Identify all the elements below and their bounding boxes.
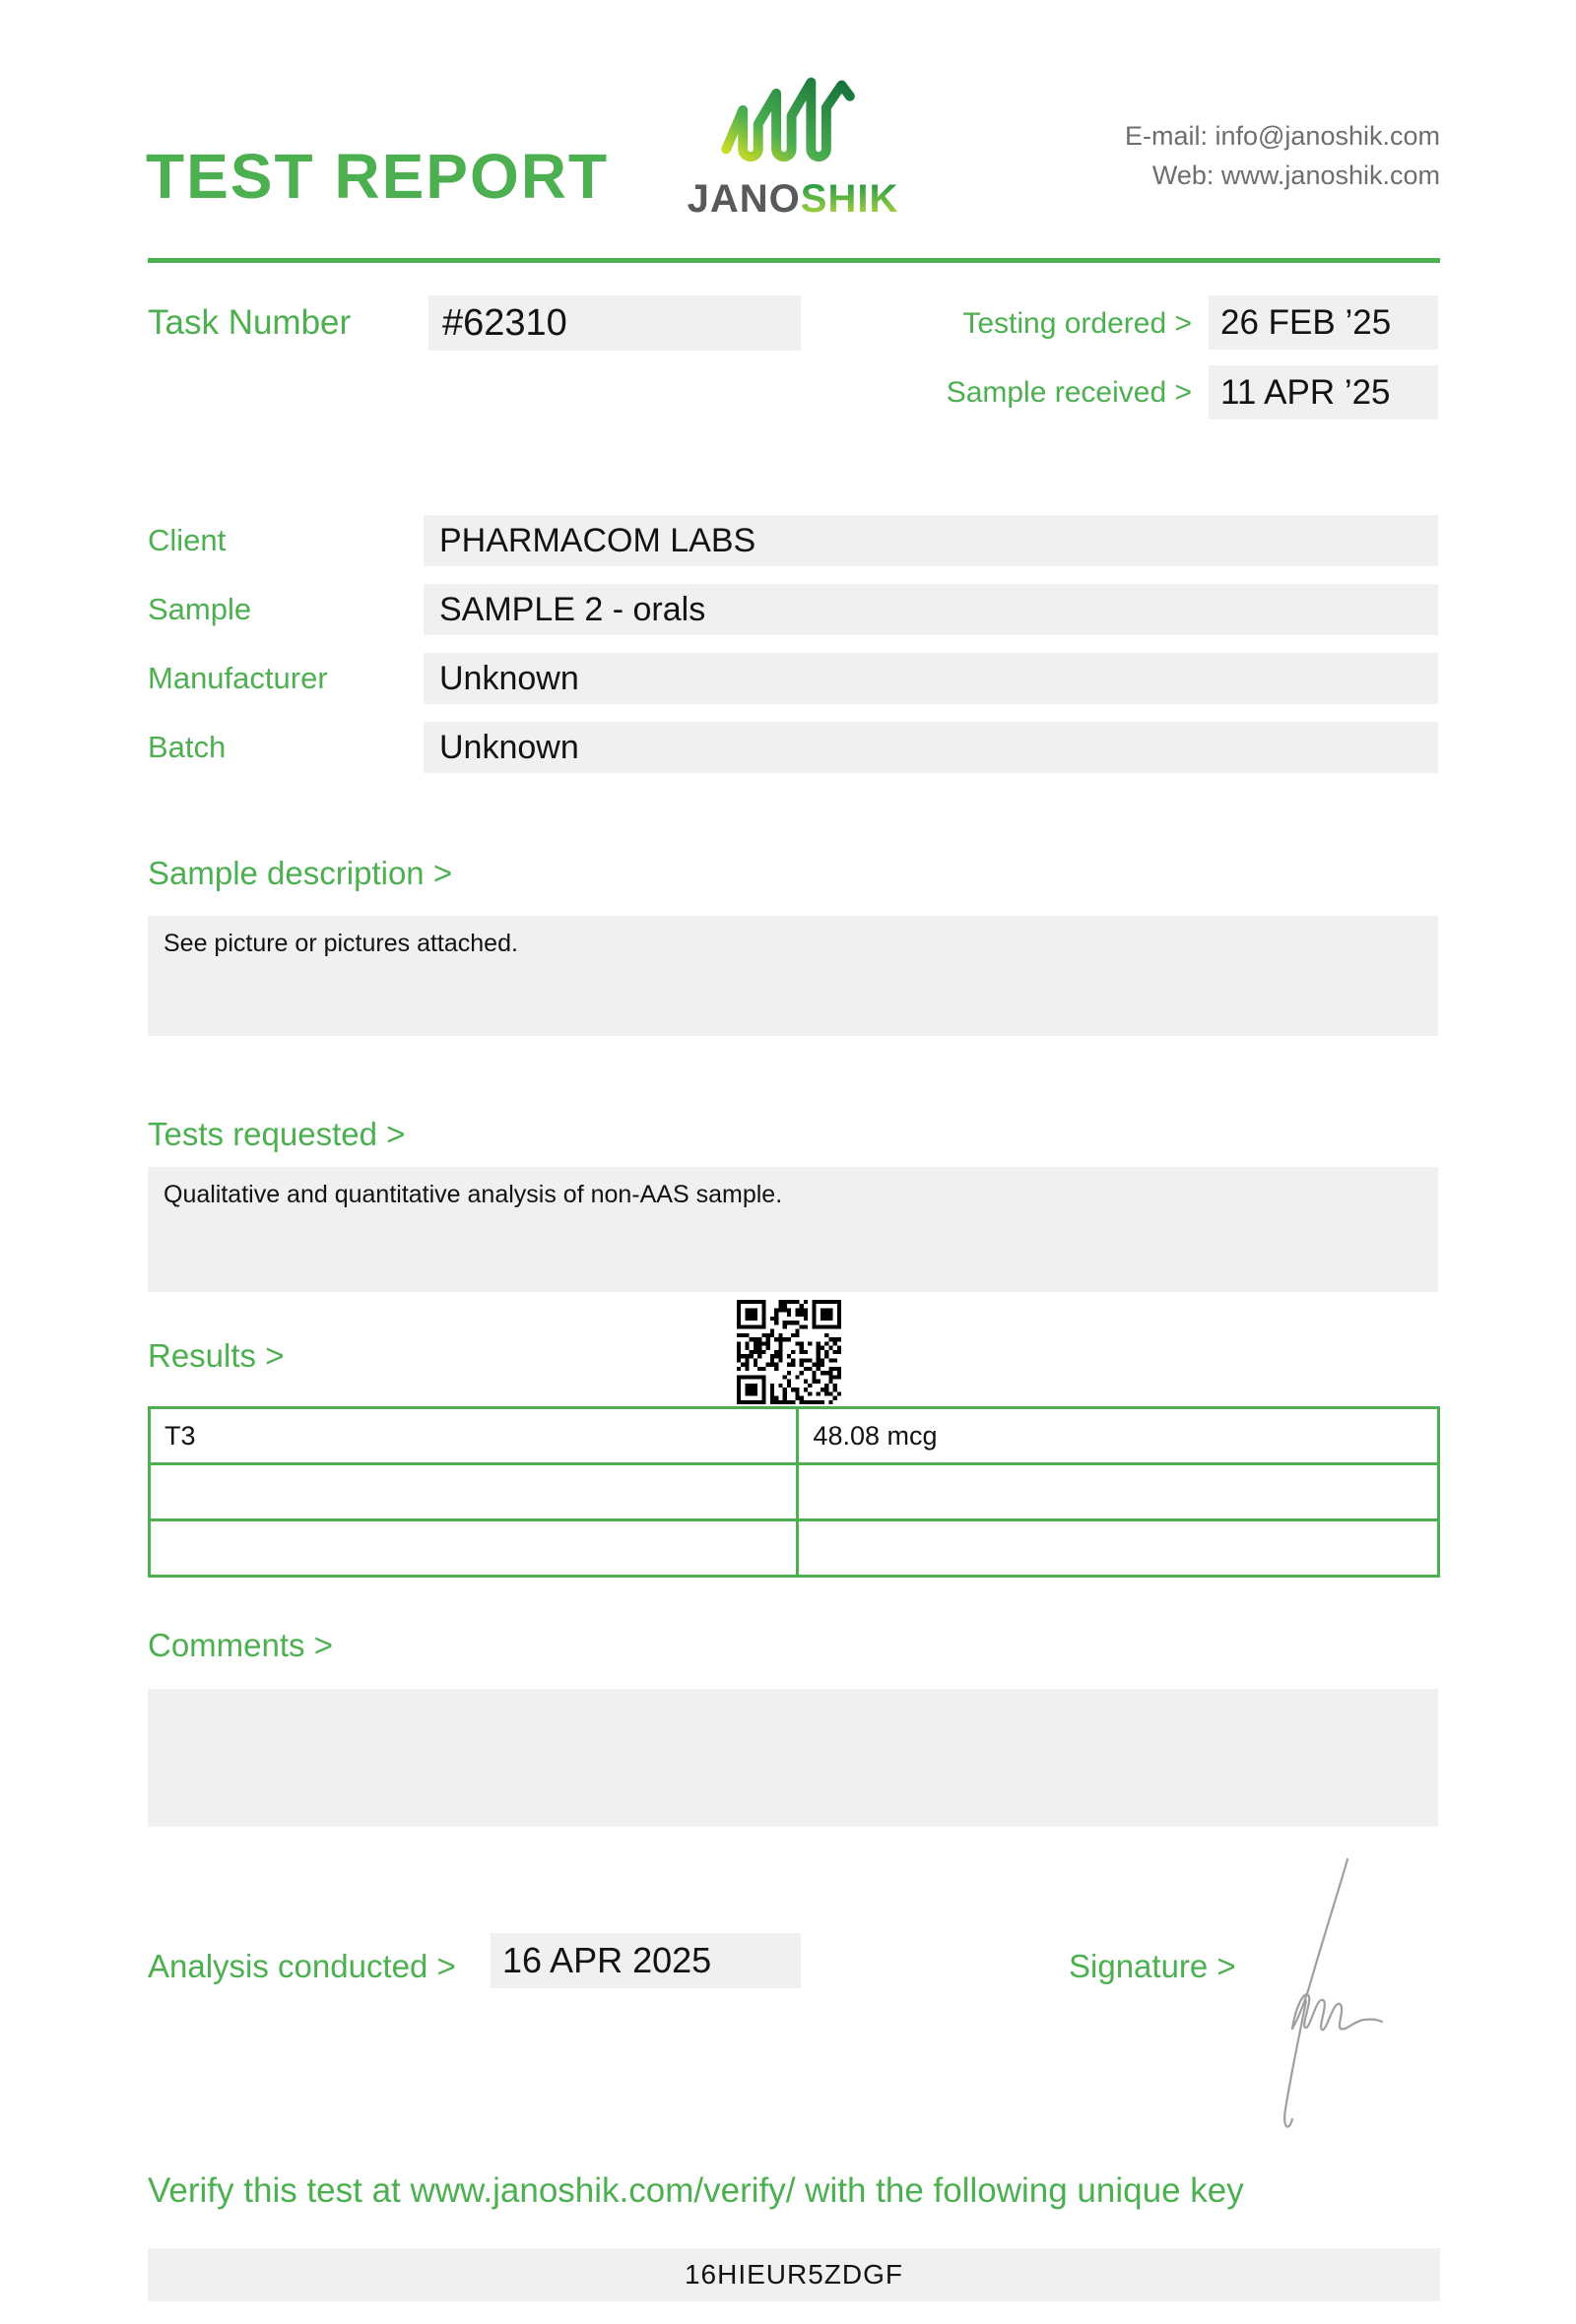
sample-description-text: See picture or pictures attached.: [164, 930, 518, 957]
results-row: [150, 1520, 1439, 1577]
contact-info: [1125, 116, 1440, 195]
batch-value: Unknown: [439, 729, 579, 766]
result-amount: 48.08 mcg: [798, 1408, 1439, 1464]
verify-key-box: [148, 2248, 1440, 2301]
page-title: TEST REPORT: [146, 141, 610, 212]
sample-received-value: 11 APR ’25: [1220, 373, 1391, 412]
results-heading: Results >: [148, 1337, 285, 1374]
result-amount: [798, 1520, 1439, 1577]
janoshik-logo: [670, 77, 916, 222]
verify-instruction: Verify this test at www.janoshik.com/verify/ with the following unique key: [148, 2171, 1244, 2210]
client-field: [424, 515, 1438, 566]
sample-label: Sample: [148, 592, 252, 626]
manufacturer-label: Manufacturer: [148, 661, 328, 695]
client-value: PHARMACOM LABS: [439, 522, 756, 559]
results-row: [150, 1408, 1439, 1464]
testing-ordered-field: [1209, 295, 1438, 350]
sample-description-heading: Sample description >: [148, 855, 453, 891]
contact-email: E-mail: info@janoshik.com: [1124, 121, 1440, 151]
sample-field: [424, 584, 1438, 635]
client-label: Client: [148, 523, 227, 557]
header-divider: [148, 258, 1440, 263]
comments-box: [148, 1689, 1438, 1827]
results-table: [148, 1406, 1440, 1578]
task-number-field: [428, 295, 801, 351]
results-row: [150, 1464, 1439, 1520]
sample-value: SAMPLE 2 - orals: [439, 591, 706, 628]
logo-wordmark: [670, 177, 916, 222]
comments-heading: Comments >: [148, 1627, 333, 1663]
trend-chart-icon: [709, 77, 877, 171]
sample-received-field: [1209, 365, 1438, 420]
signature-label: Signature >: [1069, 1948, 1236, 1984]
result-substance: [150, 1464, 798, 1520]
batch-label: Batch: [148, 730, 227, 764]
manufacturer-field: [424, 653, 1438, 704]
task-number-label: Task Number: [148, 303, 352, 342]
testing-ordered-label: Testing ordered >: [962, 307, 1192, 340]
qr-code: [737, 1300, 841, 1404]
tests-requested-text: Qualitative and quantitative analysis of non-AAS sample.: [164, 1181, 783, 1208]
analysis-conducted-value: 16 APR 2025: [502, 1940, 712, 1980]
result-amount: [798, 1464, 1439, 1520]
analysis-conducted-field: [491, 1933, 801, 1988]
sample-description-box: [148, 916, 1438, 1036]
sample-received-label: Sample received >: [946, 376, 1192, 409]
verify-key-value: 16HIEUR5ZDGF: [684, 2259, 904, 2290]
task-number-value: #62310: [442, 302, 567, 344]
logo-text-jano: JANO: [687, 177, 801, 221]
analysis-conducted-label: Analysis conducted >: [148, 1948, 456, 1984]
testing-ordered-value: 26 FEB ’25: [1220, 303, 1392, 342]
result-substance: T3: [150, 1408, 798, 1464]
manufacturer-value: Unknown: [439, 660, 579, 697]
tests-requested-heading: Tests requested >: [148, 1116, 406, 1152]
result-substance: [150, 1520, 798, 1577]
tests-requested-box: [148, 1167, 1438, 1292]
handwritten-signature-icon: [1253, 1851, 1401, 2137]
batch-field: [424, 722, 1438, 773]
contact-web: Web: www.janoshik.com: [1151, 161, 1440, 190]
logo-text-shik: SHIK: [800, 177, 899, 221]
